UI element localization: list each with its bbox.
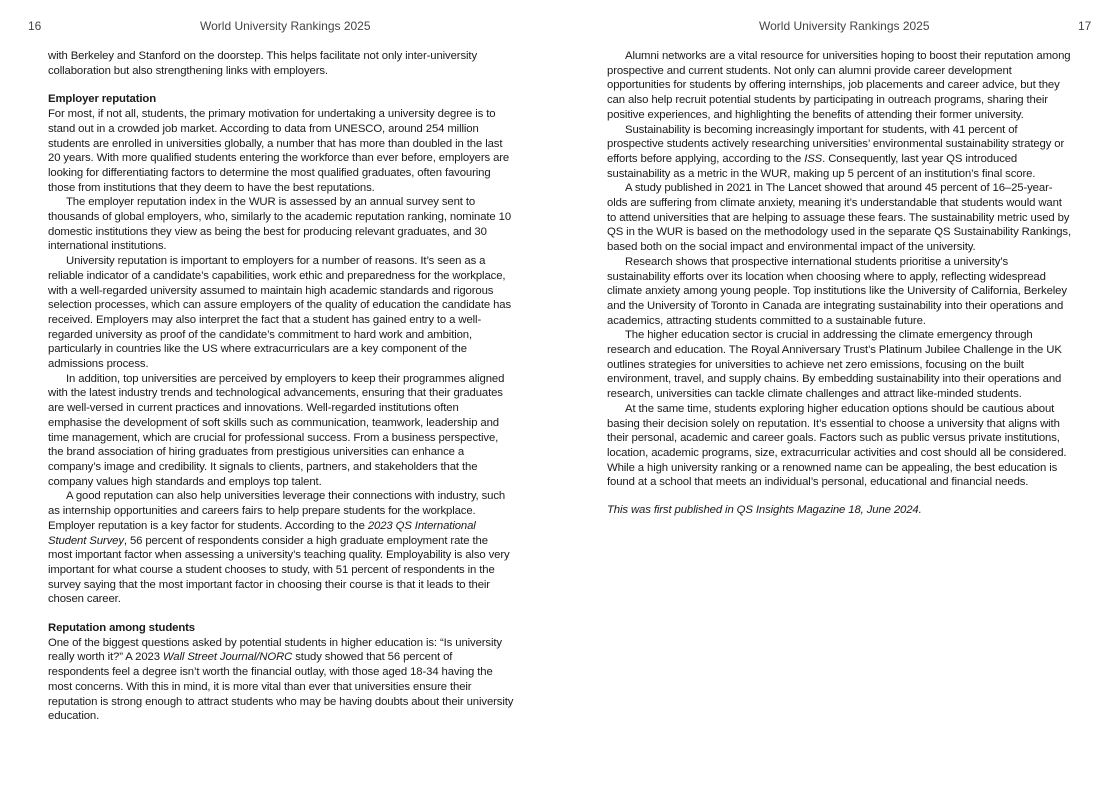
body-paragraph: In addition, top universities are perceived by employers to keep their programmes aligned with the latest industry trends and technological advancements, ensuring that their graduates are well-versed in current practices and innovations. Well-regarded institutions often emphasise the development of soft skills such as communication, teamwork, leadership and time management, which are crucial for professional success. From a business perspective, the brand association of hiring graduates from prestigious universities can enhance a company’s image and credibility. It signals to clients, partners, and stakeholders that the company values high standards and employs top talent.: [48, 372, 505, 488]
right-page-body: [607, 49, 1071, 518]
body-paragraph: [48, 636, 514, 724]
text-run: Sustainability is becoming increasingly important for students, with 41 percent of prospective students actively researching universities’ environmental sustainability strategy or efforts before applying, according to the: [607, 123, 1065, 165]
study-title: Wall Street Journal/NORC: [162, 651, 293, 664]
body-paragraph: [607, 123, 1071, 182]
left-page-number: 16: [28, 19, 42, 33]
body-paragraph: [48, 489, 514, 607]
body-paragraph: Alumni networks are a vital resource for universities hoping to boost their reputation among prospective and current students. Not only can alumni provide career development opportunities for students by offering internships, job placements and career advice, but they can also help recruit potential students by participating in outreach programs, sharing their positive experiences, and highlighting the benefits of attending their former university.: [607, 50, 1071, 121]
body-paragraph: For most, if not all, students, the primary motivation for undertaking a university degree is to stand out in a crowded job market. According to data from UNESCO, around 254 million students are enrolled in universities globally, a number that has more than doubled in the last 20 years. With more qualified students entering the workforce than ever before, employers are looking for differentiating factors to determine the most qualified graduates, often favouring those from institutions that they deem to have the best reputations.: [48, 108, 510, 194]
left-page-body: [48, 49, 514, 724]
section-heading-employer-reputation: Employer reputation: [48, 93, 157, 106]
text-run: A good reputation can also help universities leverage their connections with industry, such as internship opportunities and careers fairs to help prepare students for the workplace. Employer reputation is a key factor for students. According to the: [48, 490, 506, 532]
text-run: , 56 percent of respondents consider a high graduate employment rate the most important factor when assessing a university’s teaching quality. Employability is also very important for what course a student chooses to study, with 51 percent of respondents in the survey saying that the most important factor in choosing their course is that it leads to their chosen career.: [48, 534, 510, 606]
source-name: ISS: [804, 152, 823, 165]
section-heading-reputation-among-students: Reputation among students: [48, 622, 195, 635]
body-paragraph: University reputation is important to employers for a number of reasons. It’s seen as a reliable indicator of a candidate’s capabilities, work ethic and preparedness for the workplace, with a well-regarded university assumed to maintain high academic standards and rigorous selection processes, which can assure employers of the quality of education the candidate has received. Employers may also interpret the fact that a student has gained entry to a well-regarded university as proof of the candidate’s commitment to hard work and ambition, particularly in countries like the US where extracurriculars are a key component of the admissions process.: [48, 255, 512, 371]
body-paragraph: At the same time, students exploring higher education options should be cautious about basing their decision solely on reputation. It’s essential to choose a university that aligns with their personal, academic and career goals. Factors such as public versus private institutions, location, academic programs, size, extracurricular activities and cost should all be considered. While a high university ranking or a renowned name can be appealing, the best education is found at a school that meets an individual’s personal, educational and financial needs.: [607, 402, 1067, 489]
opening-paragraph: with Berkeley and Stanford on the doorstep. This helps facilitate not only inter-university collaboration but also strengthening links with employers.: [48, 50, 477, 77]
body-paragraph: Research shows that prospective international students prioritise a university’s sustainability efforts over its location when choosing where to apply, reflecting widespread climate anxiety among young people. Top institutions like the University of California, Berkeley and the University of Toronto in Canada are integrating sustainability into their operations and academics, attracting students committed to a sustainable future.: [607, 255, 1067, 327]
text-run: . Consequently, last year QS introduced sustainability as a metric in the WUR, making up 5 percent of an institution’s final score.: [607, 152, 1036, 180]
text-run: study showed that 56 percent of respondents feel a degree isn’t worth the financial outlay, with those aged 18-34 having the most concerns. With this in mind, it is more vital than ever that universities ensure their reputation is strong enough to attract students who may be having doubts about their university education.: [48, 651, 514, 723]
right-page-number: 17: [1078, 19, 1092, 33]
body-paragraph: A study published in 2021 in The Lancet showed that around 45 percent of 16–25-year-olds are suffering from climate anxiety, meaning it’s understandable that students would want to attend universities that are helping to assuage these fears. The sustainability metric used by QS in the WUR is based on the methodology used in the separate QS Sustainability Rankings, based both on the social impact and environmental impact of the university.: [607, 182, 1072, 254]
body-paragraph: The employer reputation index in the WUR is assessed by an annual survey sent to thousands of global employers, who, similarly to the academic reputation ranking, nominate 10 domestic institutions they view as being the best for producing relevant graduates, and 30 international institutions.: [48, 196, 512, 253]
survey-title: 2023 QS International Student Survey: [48, 519, 476, 547]
right-running-title: World University Rankings 2025: [759, 19, 930, 33]
publication-note: This was first published in QS Insights Magazine 18, June 2024.: [607, 504, 922, 517]
body-paragraph: The higher education sector is crucial in addressing the climate emergency through research and education. The Royal Anniversary Trust’s Platinum Jubilee Challenge in the UK outlines strategies for universities to achieve net zero emissions, focusing on the built environment, travel, and supply chains. By embedding sustainability into their operations and research, universities can tackle climate challenges and attract like-minded students.: [607, 329, 1062, 401]
text-run: One of the biggest questions asked by potential students in higher education is: “Is university really worth it?” A 2023: [48, 636, 502, 664]
left-running-title: World University Rankings 2025: [200, 19, 371, 33]
